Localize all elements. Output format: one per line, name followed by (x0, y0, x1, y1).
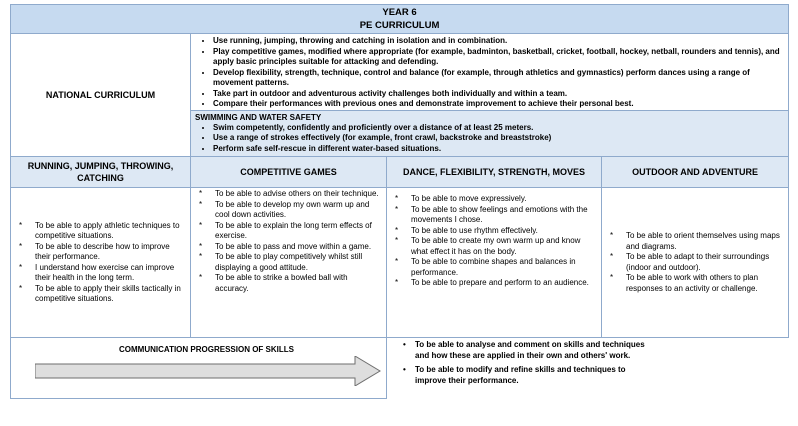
list-item: * To be able to show feelings and emotions with the movements I chose. (411, 205, 597, 226)
list-item: * To be able to prepare and perform to an audience. (411, 278, 597, 289)
title-row (11, 5, 789, 34)
national-curriculum-label: NATIONAL CURRICULUM (11, 34, 191, 157)
list-item: • Perform safe self-rescue in different water-based situations. (213, 144, 788, 155)
strand-heading-games: COMPETITIVE GAMES (191, 157, 387, 188)
communication-label-cell (11, 338, 387, 399)
list-item: • Take part in outdoor and adventurous activity challenges both individually and within a team. (213, 89, 788, 100)
strand-athletics (11, 188, 191, 338)
list-item: * To be able to play competitively whilst still displaying a good attitude. (215, 252, 382, 273)
list-item: • Use a range of strokes effectively (for example, front crawl, backstroke and breaststroke) (213, 133, 788, 144)
list-item: • Play competitive games, modified where appropriate (for example, badminton, basketball, cricket, football, hockey, netball, rounders and tennis), and apply basic principles suitable for attacking and defending. (213, 47, 788, 68)
progression-arrow-icon (35, 356, 383, 391)
outdoor-list (602, 231, 788, 294)
athletics-list (11, 221, 190, 305)
communication-label: COMMUNICATION PROGRESSION OF SKILLS (119, 345, 294, 354)
list-item: * To be able to pass and move within a game. (215, 242, 382, 253)
list-item: • Compare their performances with previous ones and demonstrate improvement to achieve their personal best. (213, 99, 788, 110)
swimming-title: SWIMMING AND WATER SAFETY (195, 112, 322, 122)
year-title: YEAR 6 (382, 7, 417, 18)
dance-list (387, 188, 601, 289)
strand-heading-dance: DANCE, FLEXIBILITY, STRENGTH, MOVES (387, 157, 602, 188)
list-item: * I understand how exercise can improve their health in the long term. (35, 263, 186, 284)
list-item: * To be able to describe how to improve their performance. (35, 242, 186, 263)
list-item: * To be able to apply their skills tactically in competitive situations. (35, 284, 186, 305)
national-curriculum-content (191, 34, 789, 157)
list-item: * To be able to create my own warm up and know what effect it has on the body. (411, 236, 597, 257)
strand-heading-row (11, 157, 789, 188)
communication-row (11, 338, 789, 399)
strand-dance (387, 188, 602, 338)
strand-outdoor (602, 188, 789, 338)
curriculum-document (10, 4, 788, 422)
list-item: • Use running, jumping, throwing and catching in isolation and in combination. (213, 36, 788, 47)
list-item: * To be able to develop my own warm up and cool down activities. (215, 200, 382, 221)
list-item: * To be able to combine shapes and balances in performance. (411, 257, 597, 278)
strand-content-row (11, 188, 789, 338)
list-item: • Develop flexibility, strength, technique, control and balance (for example, through athletics and gymnastics) perform dances using a range of movement patterns. (213, 68, 788, 89)
communication-content (387, 338, 789, 399)
title-cell (11, 5, 789, 34)
list-item: * To be able to use rhythm effectively. (411, 226, 597, 237)
swimming-section (191, 110, 788, 157)
strand-heading-outdoor: OUTDOOR AND ADVENTURE (602, 157, 789, 188)
list-item: • Swim competently, confidently and proficiently over a distance of at least 25 meters. (213, 123, 788, 134)
games-list (191, 188, 386, 294)
strand-heading-athletics: RUNNING, JUMPING, THROWING, CATCHING (11, 157, 191, 188)
list-item: • To be able to analyse and comment on skills and techniques and how these are applied in their own and others' work. (415, 340, 645, 361)
swimming-list (191, 123, 788, 155)
list-item: * To be able to advise others on their technique. (215, 189, 382, 200)
subject-title: PE CURRICULUM (359, 20, 440, 31)
list-item: * To be able to move expressively. (411, 194, 597, 205)
communication-list (387, 338, 651, 386)
curriculum-table (10, 4, 789, 399)
list-item: * To be able to work with others to plan responses to an activity or challenge. (626, 273, 784, 294)
list-item: • To be able to modify and refine skills and techniques to improve their performance. (415, 365, 645, 386)
list-item: * To be able to strike a bowled ball with accuracy. (215, 273, 382, 294)
list-item: * To be able to explain the long term effects of exercise. (215, 221, 382, 242)
list-item: * To be able to adapt to their surroundings (indoor and outdoor). (626, 252, 784, 273)
strand-games (191, 188, 387, 338)
national-curriculum-list (191, 34, 788, 110)
list-item: * To be able to apply athletic techniques to competitive situations. (35, 221, 186, 242)
list-item: * To be able to orient themselves using maps and diagrams. (626, 231, 784, 252)
national-curriculum-row (11, 34, 789, 157)
